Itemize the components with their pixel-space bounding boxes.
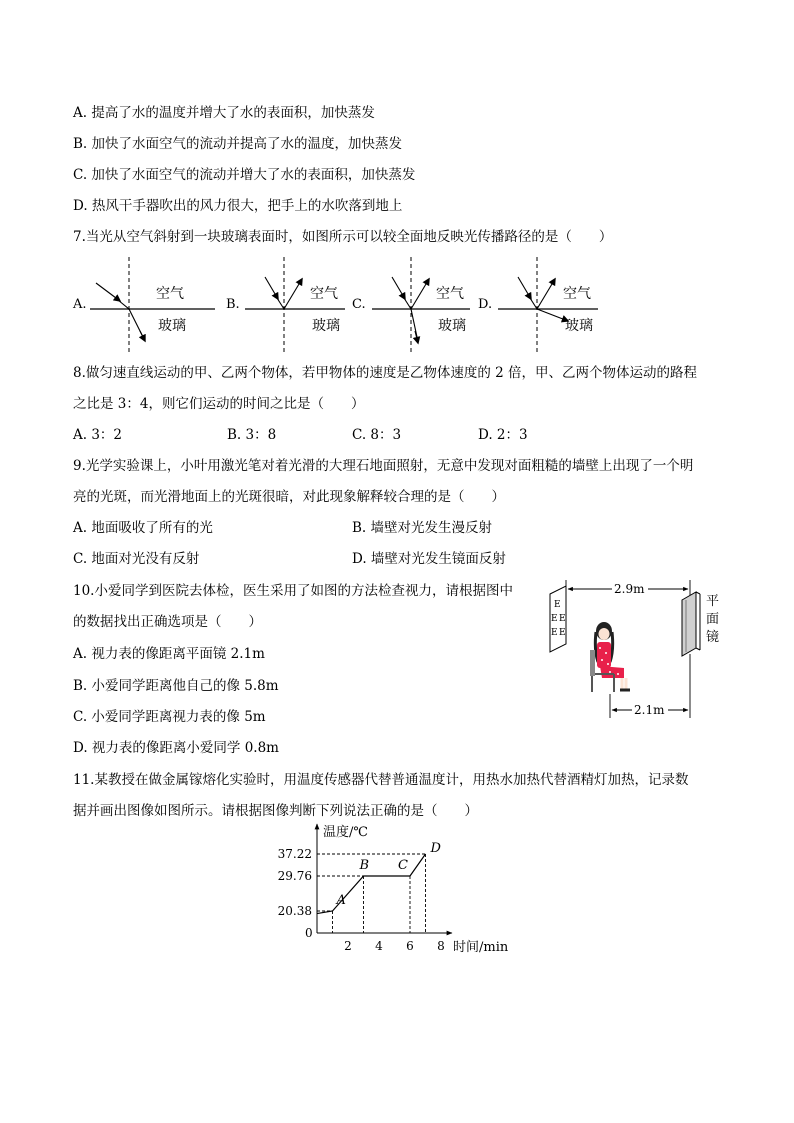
q7-stem: 7.当光从空气斜射到一块玻璃表面时，如图所示可以较全面地反映光传播路径的是（ ） <box>73 229 613 245</box>
q6-option-c: C. 加快了水面空气的流动并增大了水的表面积，加快蒸发 <box>73 167 416 183</box>
svg-text:E: E <box>554 600 561 610</box>
svg-text:E: E <box>559 628 566 638</box>
q10-top-distance: 2.9m <box>614 582 645 596</box>
x-tick-label-1: 4 <box>375 939 383 953</box>
q10-option-a: A. 视力表的像距离平面镜 2.1m <box>73 646 265 662</box>
q8-stem-line2: 之比是 3：4，则它们运动的时间之比是（ ） <box>73 396 365 412</box>
q11-stem-line1: 11.某教授在做金属镓熔化实验时，用温度传感器代替普通温度计，用热水加热代替酒精灯加热，记录数 <box>73 772 689 788</box>
svg-text:E: E <box>551 614 558 624</box>
q7-figure-b-glass: 玻璃 <box>312 318 340 334</box>
q7-figures <box>60 255 620 355</box>
series-line <box>317 854 426 914</box>
q7-figure-a-glass: 玻璃 <box>158 318 186 334</box>
q9-stem-line2: 亮的光斑，而光滑地面上的光斑很暗，对此现象解释较合理的是（ ） <box>73 489 505 505</box>
svg-text:E: E <box>559 614 566 624</box>
x-tick-label-3: 8 <box>437 939 445 953</box>
x-axis-label: 时间/min <box>453 940 509 955</box>
mirror-label-3: 镜 <box>706 630 720 645</box>
q6-option-d: D. 热风干手器吹出的风力很大，把手上的水吹落到地上 <box>73 198 403 214</box>
q7-figure-d <box>478 257 598 353</box>
q10-bottom-distance: 2.1m <box>634 703 665 717</box>
girl-sitting-figure <box>590 622 630 692</box>
origin-label: 0 <box>305 926 313 940</box>
q8-stem-line1: 8.做匀速直线运动的甲、乙两个物体，若甲物体的速度是乙物体速度的 2 倍，甲、乙两个物体运动的路程 <box>73 365 698 381</box>
y-tick-label-2: 37.22 <box>277 847 312 861</box>
q7-figure-a-letter: A. <box>73 297 87 312</box>
y-tick-label-1: 29.76 <box>277 869 312 883</box>
q7-figure-b-air: 空气 <box>310 286 338 302</box>
mirror-label-2: 面 <box>706 612 720 627</box>
q8-option-b: B. 3：8 <box>227 427 277 443</box>
point-label-A: A <box>336 893 346 908</box>
q7-figure-c <box>352 257 470 353</box>
q8-option-c: C. 8：3 <box>352 427 402 443</box>
q7-figure-c-glass: 玻璃 <box>438 318 466 334</box>
q11-temperature-time-graph <box>260 820 530 960</box>
y-tick-label-0: 20.38 <box>277 904 312 918</box>
q7-figure-b-letter: B. <box>226 297 240 312</box>
q10-option-c: C. 小爱同学距离视力表的像 5m <box>73 709 266 725</box>
q7-figure-d-air: 空气 <box>563 286 591 302</box>
point-label-B: B <box>359 858 370 873</box>
q8-option-a: A. 3：2 <box>73 427 123 443</box>
mirror-label-1: 平 <box>706 594 720 609</box>
q7-figure-d-glass: 玻璃 <box>565 318 593 334</box>
q7-figure-b <box>226 257 345 353</box>
q6-option-a: A. 提高了水的温度并增大了水的表面积，加快蒸发 <box>73 105 375 121</box>
q10-option-d: D. 视力表的像距离小爱同学 0.8m <box>73 740 279 756</box>
q10-stem-line2: 的数据找出正确选项是（ ） <box>73 614 262 630</box>
plane-mirror <box>682 592 700 656</box>
q7-figure-c-letter: C. <box>352 297 366 312</box>
x-tick-label-0: 2 <box>344 939 352 953</box>
q9-option-c: C. 地面对光没有反射 <box>73 551 200 567</box>
x-tick-label-2: 6 <box>406 939 414 953</box>
q10-eye-exam-figure <box>540 578 740 728</box>
point-label-C: C <box>398 858 408 873</box>
q9-option-a: A. 地面吸收了所有的光 <box>73 520 213 536</box>
q8-option-d: D. 2：3 <box>478 427 528 443</box>
q7-figure-a <box>72 257 215 353</box>
q11-stem-line2: 据并画出图像如图所示。请根据图像判断下列说法正确的是（ ） <box>73 803 478 819</box>
q7-figure-a-air: 空气 <box>156 286 184 302</box>
q6-option-b: B. 加快了水面空气的流动并提高了水的温度，加快蒸发 <box>73 136 403 152</box>
q10-option-b: B. 小爱同学距离他自己的像 5.8m <box>73 678 279 694</box>
eye-chart <box>550 586 566 652</box>
q10-stem-line1: 10.小爱同学到医院去体检，医生采用了如图的方法检查视力，请根据图中 <box>73 583 513 599</box>
q9-option-b: B. 墙壁对光发生漫反射 <box>352 520 493 536</box>
q9-stem-line1: 9.光学实验课上，小叶用激光笔对着光滑的大理石地面照射，无意中发现对面粗糙的墙壁上出现了一个明 <box>73 458 694 474</box>
y-axis-label: 温度/℃ <box>323 825 368 840</box>
svg-text:E: E <box>551 628 558 638</box>
q7-figure-d-letter: D. <box>478 297 493 312</box>
q9-option-d: D. 墙壁对光发生镜面反射 <box>352 551 506 567</box>
q7-figure-c-air: 空气 <box>436 286 464 302</box>
point-label-D: D <box>430 841 441 856</box>
